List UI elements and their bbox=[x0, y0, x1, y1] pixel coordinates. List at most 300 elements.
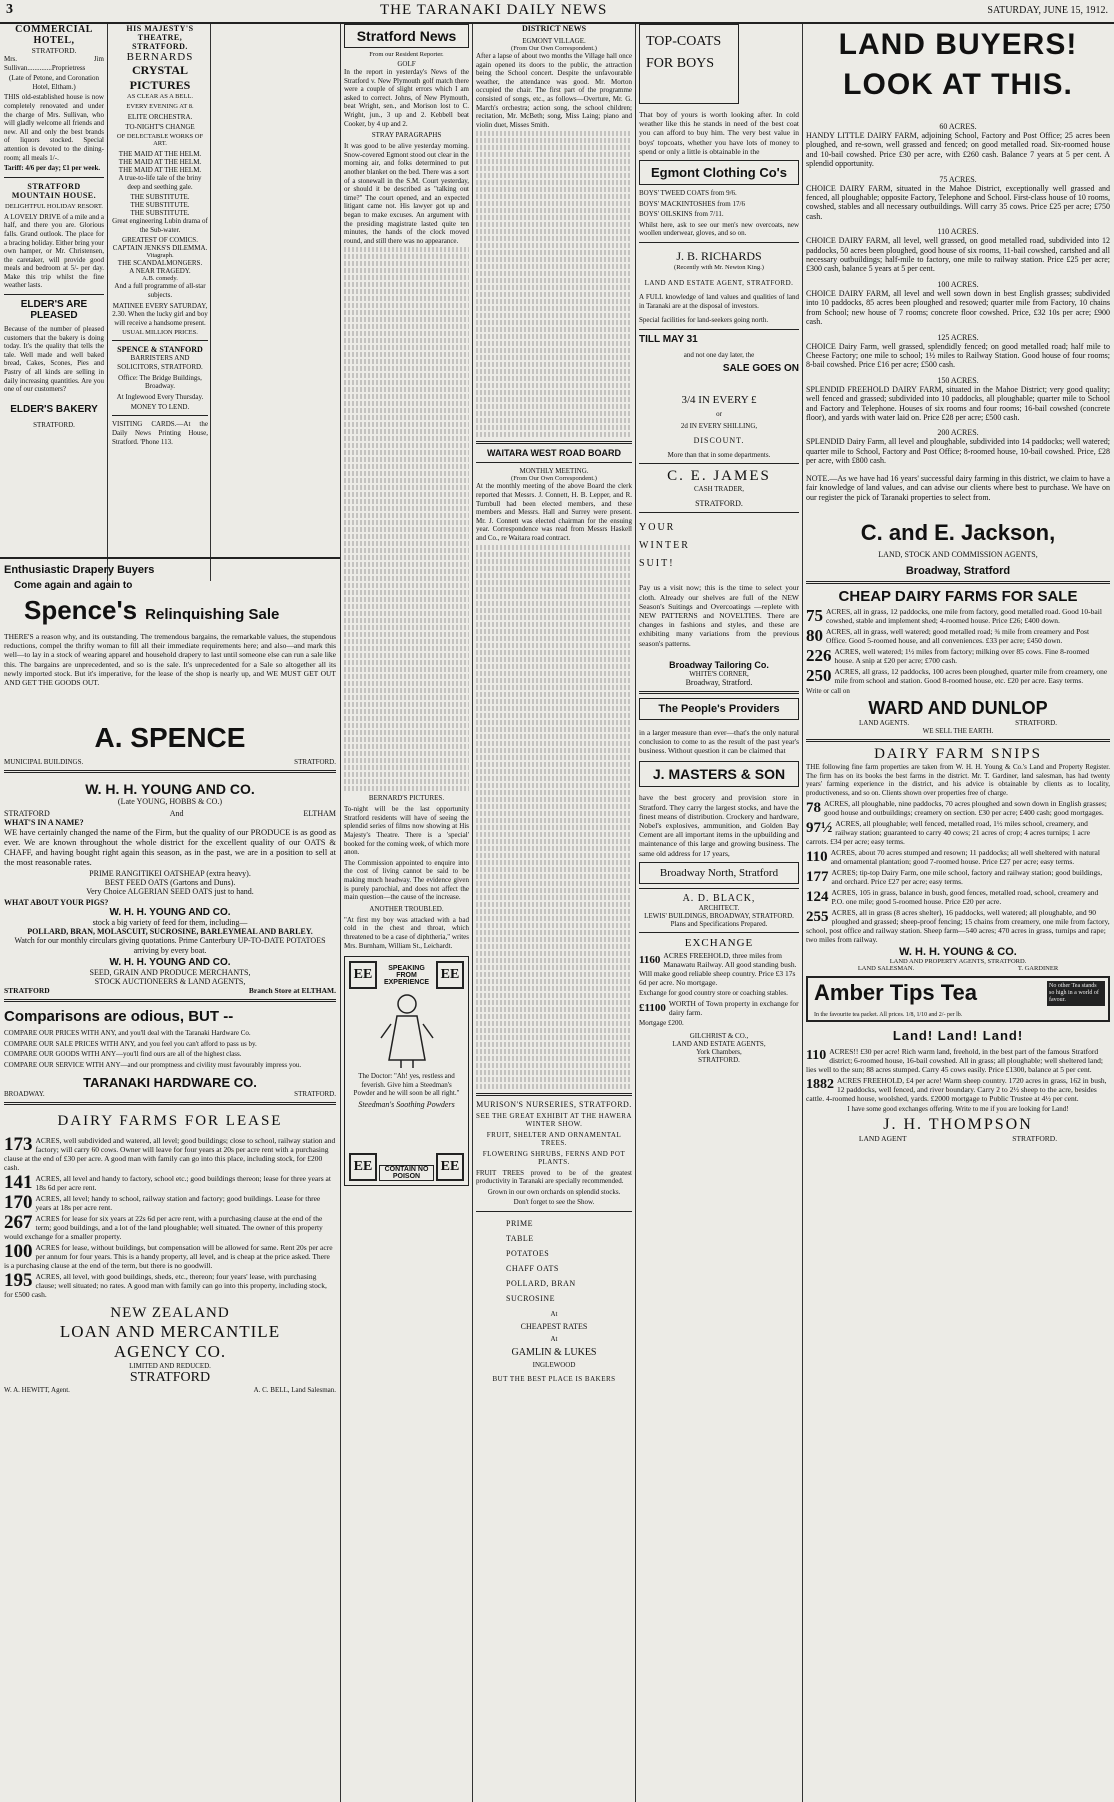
gamlin-at2: At bbox=[550, 1334, 558, 1343]
lot-number: 141 bbox=[4, 1174, 33, 1193]
spence-firm: SPENCE & STANFORD bbox=[117, 345, 203, 355]
black-name: A. D. BLACK, bbox=[682, 892, 756, 904]
divider bbox=[806, 739, 1110, 742]
district-news-heading: DISTRICT NEWS bbox=[521, 24, 587, 33]
drapery-line2: Come again and again to bbox=[14, 580, 133, 591]
nz-line1: NEW ZEALAND bbox=[110, 1305, 230, 1322]
topcoats-body: That boy of yours is worth looking after. In cold weather like this he stands in need of the best coat you can afford to buy him. The very best value in boys' topcoats, whether you have lots of money to spend or only a little is obtainable in the bbox=[639, 110, 799, 156]
winter-body: Pay us a visit now; this is the time to select your cloth. Already our shelves are full of the NEW Season's Suitings and Overcoatings —replete with NEW PATTERNS and NOVELTIES. There are changes in fashions and styles, and these are exhibiting many variations from the previous season's patterns. bbox=[639, 583, 799, 648]
divider bbox=[476, 462, 632, 463]
divider bbox=[639, 888, 799, 889]
comparison-line: COMPARE OUR GOODS WITH ANY—you'll find ours are all of the highest class. bbox=[4, 1050, 242, 1059]
gilchrist-town: STRATFORD. bbox=[698, 1056, 740, 1064]
full-program: And a full programme of all-star subjects. bbox=[114, 282, 206, 299]
spence-body: THERE'S a reason why, and its outstanding. The tremendous bargains, the remarkable values, the stupendous reductions, compel the thrifty woman to fill all their immediate requirements here; and also—and mark this well—to lay in a stock of wearing apparel and household drapery to last until someone else can run a sale like this. The bargains are unprecedented, and so is the sale. It's unprecedented for a Sale so altogether all its newly imported stock. But it's imperative, for the lease of the shop is nearly up, and WE MUST GET OUT AND GET THE GOODS OUT. bbox=[4, 632, 336, 688]
lot-item bbox=[4, 1194, 336, 1212]
black-architect: ARCHITECT. bbox=[698, 903, 740, 912]
ward-dunlop: WARD AND DUNLOP bbox=[868, 697, 1048, 718]
stray-heading: STRAY PARAGRAPHS bbox=[371, 131, 442, 140]
lot-text: ACRES, all in grass, 12 paddocks, one mile from factory, good metalled road. Good 10-bail cowshed, stable and implement shed; 4-roomed house. Price £26; £400 down. bbox=[826, 607, 1102, 626]
snips-intro: THE following fine farm properties are taken from W. H. H. Young & Co.'s Land and Property Register. The firm has on its books the best farms in the district. Mr. T. Gardiner, land salesman, has had twenty years' farming experience in the district, and his advice is obtainable by clients as to locality, productiveness, and so on. Clients shown over properties free of charge. bbox=[806, 762, 1110, 797]
lot-number: 110 bbox=[806, 1048, 827, 1064]
lot-item bbox=[806, 647, 1110, 665]
comparison-line: COMPARE OUR SERVICE WITH ANY—and our promptness and civility must favourably impress you. bbox=[4, 1060, 302, 1069]
nz-line3: AGENCY CO. bbox=[113, 1342, 227, 1362]
thompson-list bbox=[806, 1047, 1110, 1103]
discount-or: or bbox=[716, 409, 722, 418]
look-at-this: LOOK AT THIS. bbox=[843, 68, 1073, 101]
farm-acres: 125 ACRES. bbox=[937, 332, 979, 342]
thompson-name: J. H. THOMPSON bbox=[883, 1115, 1033, 1133]
film-title: GREATEST OF COMICS. bbox=[122, 236, 198, 245]
peoples-providers: The People's Providers bbox=[639, 698, 799, 720]
farm-text: SPLENDID Dairy Farm, all level and ploughable, subdivided into 14 paddocks; well watered; quarter mile to School, Factory and Post Office; 8-roomed house, 10-bail cowshed. Price, £28 per acre, with £800 cash. bbox=[806, 437, 1110, 466]
exchange-heading: EXCHANGE bbox=[684, 936, 754, 949]
steedman-quote: The Doctor: "Ah! yes, restless and feverish. Give him a Steedman's Powder and he will soon be all right." bbox=[353, 1072, 460, 1098]
providers-body: in a larger measure than ever—that's the only natural conclusion to come to as the result of the past year's business. Without question it can be claimed that bbox=[639, 727, 799, 756]
lot-text: ACRES, all ploughable; well fenced, metalled road, 1½ miles school, creamery, and railway station; guaranteed to carry 40 cows; 21 acres of crop; 4 acres turnips; 1 acre carrots. £34 per acre; easy terms. bbox=[806, 819, 1090, 847]
james-sub: CASH TRADER, bbox=[693, 485, 745, 494]
ee-logo: EE bbox=[349, 961, 377, 989]
spence-inglewood: At Inglewood Every Thursday. bbox=[116, 392, 204, 401]
farm-acres: 110 ACRES. bbox=[937, 227, 979, 237]
exchange-number: £1100 bbox=[639, 1002, 666, 1015]
young-co-salesman: LAND SALESMAN. bbox=[857, 965, 915, 973]
lot-text: ACRES, all in grass (8 acres shelter), 16 paddocks, well watered; all ploughable, and 90 ploughed and grassed; sheep-proof fencing; 15 chains from creamery, one mile from factory, school, post office and railway station. Sheep farm—540 acres; 470 acres in grass, turnips and rape; two miles from railway. bbox=[806, 908, 1110, 945]
gamlin-item: CHAFF OATS bbox=[506, 1263, 559, 1273]
lot-number: 226 bbox=[806, 647, 832, 666]
steedman-ad bbox=[344, 956, 469, 1186]
gamlin-item: PRIME bbox=[506, 1218, 533, 1228]
discount-line: 3/4 IN EVERY £ bbox=[681, 393, 757, 406]
divider bbox=[476, 441, 632, 444]
divider bbox=[4, 294, 104, 295]
jackson-role: LAND, STOCK AND COMMISSION AGENTS, bbox=[878, 550, 1038, 560]
lot-number: 80 bbox=[806, 627, 823, 646]
elder-heading: ELDER'S ARE PLEASED bbox=[20, 299, 88, 322]
lot-item bbox=[806, 1076, 1110, 1103]
film-title: THE SUBSTITUTE. bbox=[130, 193, 190, 202]
exchange-text: WORTH of Town property in exchange for dairy farm. bbox=[668, 999, 799, 1018]
write-call: Write or call on bbox=[806, 687, 850, 696]
divider bbox=[112, 415, 208, 416]
tonights-change: TO-NIGHT'S CHANGE bbox=[125, 123, 195, 131]
column-theatre bbox=[112, 24, 208, 579]
thompson-role: LAND AGENT bbox=[858, 1133, 907, 1143]
film-title: THE SCANDALMONGERS. bbox=[117, 259, 203, 268]
lot-number: 170 bbox=[4, 1194, 33, 1213]
lot-number: 110 bbox=[806, 849, 828, 866]
lot-item bbox=[806, 908, 1110, 944]
lot-item bbox=[806, 848, 1110, 866]
tailoring-address: Broadway, Stratford. bbox=[685, 677, 753, 687]
till-may: TILL MAY 31 bbox=[639, 333, 698, 345]
elite-orchestra: ELITE ORCHESTRA. bbox=[127, 113, 193, 121]
gamlin-item: POTATOES bbox=[506, 1248, 550, 1258]
gamlin-at: At bbox=[550, 1309, 558, 1318]
gamlin-item: SUCROSINE bbox=[506, 1293, 555, 1303]
masthead-title: THE TARANAKI DAILY NEWS bbox=[380, 2, 608, 18]
spences-name: Spence's bbox=[24, 595, 138, 625]
elder-body: Because of the number of pleased customers that the bakery is doing today. It's the quality that tells the tale. Well made and well baked bread, Cakes, Scones, Pies and Pastry of all kinds are selling in daily increasing quantities. Are you one of our customers? bbox=[4, 325, 104, 394]
broadway-tailoring: Broadway Tailoring Co. bbox=[669, 659, 769, 670]
black-plans: Plans and Specifications Prepared. bbox=[670, 919, 768, 928]
golf-heading: GOLF bbox=[397, 60, 416, 68]
lot-text: ACRES, all ploughable, nine paddocks, 70 acres ploughed and sown down in English grasses; good house and outbuildings; creamery on section. £30 per acre; £400 cash; good mortgages. bbox=[824, 799, 1107, 818]
young-co-gardiner: T. GARDINER bbox=[1017, 965, 1059, 973]
waitara-heading: WAITARA WEST ROAD BOARD bbox=[487, 448, 621, 459]
lot-item bbox=[806, 667, 1110, 685]
divider bbox=[4, 1102, 336, 1105]
film-title: A NEAR TRAGEDY. bbox=[129, 267, 191, 276]
murison-proved: FRUIT TREES proved to be of the greatest productivity in Taranaki are specially recommended. bbox=[476, 1168, 632, 1186]
lot-item bbox=[806, 607, 1110, 625]
hotel-body: THIS old-established house is now completely renovated and under the charge of Mrs. Sullivan, who will gladly welcome all friends and new. All and only the best brands of liquors stocked. Special attention is devoted to the dining-room; all meals 1/-. bbox=[4, 93, 104, 162]
spence-ad bbox=[4, 564, 336, 714]
lot-number: 250 bbox=[806, 667, 832, 686]
young-name: W. H. H. YOUNG AND CO. bbox=[109, 907, 231, 918]
film-desc: Vitagraph. bbox=[146, 252, 174, 260]
golf-body: In the report in yesterday's News of the Stratford v. New Plymouth golf match there were a couple of slight errors which I am asked to correct. Johns, of New Plymouth, beat Wright, sen., and Morison lost to C. Wright, jun., 3 up and 2. Kebbell beat Cooker, by 4 up and 2. bbox=[344, 68, 469, 128]
divider bbox=[639, 329, 799, 330]
snips-list bbox=[806, 799, 1110, 944]
drapery-line1: Enthusiastic Drapery Buyers bbox=[4, 564, 155, 576]
film-title: THE MAID AT THE HELM. bbox=[118, 150, 202, 158]
young-pollard: POLLARD, BRAN, MOLASCUIT, SUCROSINE, BARLEYMEAL AND BARLEY. bbox=[27, 927, 313, 936]
murison-trees: FRUIT, SHELTER AND ORNAMENTAL TREES. bbox=[486, 1130, 622, 1147]
farm-acres: 60 ACRES. bbox=[939, 122, 977, 131]
young-branch-left: STRATFORD bbox=[4, 986, 50, 995]
film-title: THE SUBSTITUTE. bbox=[130, 201, 190, 210]
lot-number: 267 bbox=[4, 1214, 33, 1234]
relinquishing-sale: Relinquishing Sale bbox=[145, 606, 280, 623]
lot-number: 124 bbox=[806, 889, 829, 906]
thompson-town: STRATFORD. bbox=[1012, 1133, 1058, 1143]
steedman-brand: Steedman's Soothing Powders bbox=[358, 1099, 455, 1109]
hotel-late: (Late of Petone, and Coronation Hotel, Eltham.) bbox=[8, 74, 99, 91]
masters-body: have the best grocery and provision store in Stratford. They carry the largest stocks, and have the finest means of distribution. Crockery and hardware, Nobel's explosives, ammunition, and Golden Bay Cement are all important items in the upbuilding and maintenance of this large and growing business. The same old address for 17 years, bbox=[639, 793, 799, 858]
divider bbox=[639, 691, 799, 694]
mountain-house-sub: DELIGHTFUL HOLIDAY RESORT. bbox=[5, 202, 103, 210]
exchange-mortgage: Mortgage £200. bbox=[639, 1019, 684, 1028]
bernards-fictures-heading: BERNARD'S PICTURES. bbox=[368, 794, 445, 803]
divider bbox=[476, 1211, 632, 1212]
crystal-pictures: CRYSTAL PICTURES bbox=[129, 63, 191, 92]
masters-address: Broadway North, Stratford bbox=[639, 862, 799, 884]
young-best: BEST FEED OATS (Gartons and Duns). bbox=[104, 878, 236, 887]
elder-bakery: ELDER'S BAKERY bbox=[10, 403, 98, 415]
young-late: (Late YOUNG, HOBBS & CO.) bbox=[117, 797, 223, 806]
oilskins: BOYS' OILSKINS from 7/11. bbox=[639, 210, 724, 219]
gamlin-cheapest: CHEAPEST RATES bbox=[520, 1321, 588, 1331]
murison-shrubs: FLOWERING SHRUBS, FERNS AND POT PLANTS. bbox=[482, 1149, 626, 1166]
text-filler bbox=[476, 131, 632, 437]
farm-acres: 75 ACRES. bbox=[939, 174, 977, 184]
egmont-clothing: Egmont Clothing Co's bbox=[639, 160, 799, 185]
discount-title: DISCOUNT. bbox=[693, 435, 745, 445]
young-co: W. H. H. YOUNG & CO. bbox=[899, 946, 1017, 959]
james-town: STRATFORD. bbox=[695, 499, 743, 509]
amber-side: No other Tea stands so high in a world of favour. bbox=[1047, 981, 1105, 1006]
column-clothing bbox=[639, 24, 799, 1798]
lot-number: 97½ bbox=[806, 820, 833, 837]
lot-text: ACRES, all level, with good buildings, sheds, etc., thereon; four years' lease, with purchasing clause; well situated; no rates. A good man with family can go into this property, including stock, for £500 cash. bbox=[4, 1272, 327, 1300]
lot-item bbox=[806, 888, 1110, 906]
comparison-line: COMPARE OUR PRICES WITH ANY, and you'll deal with the Taranaki Hardware Co. bbox=[4, 1029, 251, 1037]
thompson-note: I have some good exchanges offering. Write to me if you are looking for Land! bbox=[847, 1105, 1069, 1114]
farm-acres: 200 ACRES. bbox=[937, 428, 979, 438]
bernards-body: To-night will be the last opportunity Stratford residents will have of seeing the splendid series of films now showing at His Majesty's Theatre. There is a 'special' booked for the coming week, of which more anon. bbox=[344, 805, 469, 857]
comparison-line: COMPARE OUR SALE PRICES WITH ANY, and you feel you can't afford to pass us by. bbox=[4, 1039, 257, 1048]
spence-role: BARRISTERS AND SOLICITORS, STRATFORD. bbox=[117, 354, 203, 371]
byline: From our Resident Reporter. bbox=[369, 51, 444, 58]
column-rule bbox=[107, 24, 108, 581]
egmont-village: EGMONT VILLAGE. bbox=[522, 37, 586, 45]
young-and: And bbox=[169, 809, 184, 818]
jackson-address: Broadway, Stratford bbox=[905, 565, 1011, 578]
murison-exhibit: SEE THE GREAT EXHIBIT AT THE HAWERA WINTER SHOW. bbox=[476, 1111, 632, 1128]
lot-text: ACRES, all grass, 12 paddocks, 100 acres been ploughed, quarter mile from creamery, one mile from school and station. Good 8-roomed house, etc. £20 per acre. Easy terms. bbox=[834, 667, 1108, 686]
divider bbox=[476, 1093, 632, 1096]
film-title: THE MAID AT THE HELM. bbox=[118, 166, 202, 174]
lot-item bbox=[806, 1047, 1110, 1074]
divider bbox=[639, 242, 799, 243]
cheap-dairy-heading: CHEAP DAIRY FARMS FOR SALE bbox=[838, 588, 1078, 606]
amber-tips: Amber Tips Tea bbox=[814, 980, 978, 1006]
film-desc: Great engineering Lubin drama of the Sub-water. bbox=[112, 217, 208, 234]
lot-number: 255 bbox=[806, 909, 829, 926]
spence-money: MONEY TO LEND. bbox=[130, 403, 190, 412]
farm-text: HANDY LITTLE DAIRY FARM, adjoining School, Factory and Post Office; 25 acres been ploughed, and re-sown, well grassed and fenced; on good metalled road. Six-roomed house and 10-bail cowshed. Price £30 per acre, with £260 cash. Balance 7 years at 5 per cent. A splendid opportunity. bbox=[806, 131, 1110, 169]
lot-item bbox=[806, 627, 1110, 645]
divider bbox=[0, 557, 340, 559]
divider bbox=[112, 340, 208, 341]
dairy-lease-heading: DAIRY FARMS FOR LEASE bbox=[57, 1113, 283, 1130]
lot-text: ACRES, about 70 acres stumped and resown; 11 paddocks; all well sheltered with natural and ornamental plantation; good 7-roomed house. Price £27 per acre; easy terms. bbox=[830, 848, 1100, 867]
james-name: C. E. JAMES bbox=[667, 468, 771, 485]
divider bbox=[639, 463, 799, 464]
another-heading: ANOTHER TROUBLED. bbox=[369, 904, 444, 913]
delectable: OF DELECTABLE WORKS OF ART. bbox=[116, 133, 204, 147]
young-pigs: WHAT ABOUT YOUR PIGS? bbox=[4, 898, 109, 907]
not-one-day: and not one day later, the bbox=[683, 350, 755, 359]
nz-town: STRATFORD bbox=[129, 1370, 211, 1386]
murison-forget: Don't forget to see the Show. bbox=[513, 1198, 595, 1207]
lot-text: ACRES, all level and handy to factory, school etc.; good buildings thereon; lease for three years at 18s 6d per acre rent. bbox=[35, 1174, 331, 1193]
contain-no-poison: CONTAIN NO POISON bbox=[379, 1165, 434, 1181]
lease-list bbox=[4, 1136, 336, 1299]
young-algerian: Very Choice ALGERIAN SEED OATS just to hand. bbox=[86, 887, 254, 896]
comparisons-heading: Comparisons are odious, BUT -- bbox=[4, 1008, 234, 1025]
tweed-coats: BOYS' TWEED COATS from 9/6. bbox=[639, 189, 737, 198]
young-stratford: STRATFORD bbox=[4, 809, 50, 818]
winter-suit: YOUR WINTER SUIT! bbox=[639, 522, 690, 570]
ee-logo: EE bbox=[436, 961, 464, 989]
divider bbox=[639, 512, 799, 513]
correspondent: (From Our Own Correspondent.) bbox=[511, 45, 597, 52]
topcoats-box: TOP-COATS FOR BOYS bbox=[639, 24, 739, 104]
film-desc: A.B. comedy. bbox=[142, 275, 178, 283]
lot-item bbox=[4, 1272, 336, 1299]
municipal-buildings: MUNICIPAL BUILDINGS. bbox=[4, 758, 84, 766]
column-rule bbox=[340, 24, 341, 1802]
column-district-news bbox=[476, 24, 632, 1798]
wide-ads bbox=[4, 560, 336, 1798]
sale-goes-on: SALE GOES ON bbox=[722, 362, 799, 374]
stray-body: It was good to be alive yesterday morning. Snow-covered Egmont stood out clear in the morning air, and folks determined to put another blanket on the bed. There was a sort of a stonewall in the S.M. Court yesterday, or should it be described as "talking out time?" The court opened, and an expected litigant came not. His lawyer got up and began to make excuses. An argument with the presiding magistrate lasted quite ten minutes, the hands of the clock moved round, and still there was no appearance. bbox=[344, 142, 469, 245]
farm-text: CHOICE Dairy Farm, well grassed, splendidly fenced; on good metalled road; half mile to Cheese Factory; one mile to school; 1½ miles to Railway Station. Good house of four rooms; 8-bail cowshed. Price £16 per acre; £500 cash. bbox=[806, 341, 1110, 370]
young-branch-right: Branch Store at ELTHAM. bbox=[248, 986, 336, 995]
hardware-broadway: BROADWAY. bbox=[4, 1090, 45, 1099]
amber-tips-ad bbox=[806, 976, 1110, 1022]
nz-agent: W. A. HEWITT, Agent. bbox=[4, 1386, 70, 1395]
murison-heading: MURISON'S NURSERIES, STRATFORD. bbox=[476, 1099, 632, 1109]
text-filler bbox=[344, 247, 469, 791]
elder-town: STRATFORD. bbox=[33, 420, 75, 429]
gilchrist-address: York Chambers, bbox=[696, 1048, 742, 1056]
discount-more: More than that in some departments. bbox=[667, 450, 771, 459]
hotel-tariff: Tariff: 4/6 per day; £1 per week. bbox=[4, 164, 101, 173]
mountain-house-name: STRATFORD MOUNTAIN HOUSE. bbox=[11, 181, 97, 200]
film-title: THE SUBSTITUTE. bbox=[130, 209, 190, 218]
hotel-town: STRATFORD. bbox=[31, 46, 77, 55]
lot-number: 177 bbox=[806, 869, 829, 886]
masthead-date: SATURDAY, JUNE 15, 1912. bbox=[987, 5, 1108, 16]
young-stock: stock a big variety of feed for them, including— bbox=[92, 918, 248, 927]
masthead bbox=[0, 0, 1114, 24]
column-rule bbox=[210, 24, 211, 581]
film-title: CAPTAIN JENKS'S DILEMMA. bbox=[112, 244, 208, 253]
every-evening: EVERY EVENING AT 8. bbox=[126, 103, 194, 110]
ward-tagline: WE SELL THE EARTH. bbox=[922, 726, 994, 735]
lot-item bbox=[4, 1174, 336, 1192]
gilchrist-role: LAND AND ESTATE AGENTS, bbox=[672, 1040, 766, 1048]
masters-name: J. MASTERS & SON bbox=[639, 761, 799, 787]
young-whats-in-name: WHAT'S IN A NAME? bbox=[4, 818, 84, 827]
amber-tagline: In the favourite tea packet. All prices. 1/8, 1/10 and 2/- per lb. bbox=[814, 1012, 963, 1019]
lot-item bbox=[806, 819, 1110, 846]
lot-item bbox=[4, 1136, 336, 1172]
young-eltham: ELTHAM bbox=[303, 809, 336, 818]
clear-bell: AS CLEAR AS A BELL. bbox=[127, 93, 193, 100]
ee-logo: EE bbox=[349, 1153, 377, 1181]
lot-text: ACRES for lease, without buildings, but compensation will be allowed for same. Rent 20s per acre per annum for four years. This is a handy property, all level, and is cheap at the price asked. There is a purchasing clause at the end of the term, but there is no goodwill. bbox=[4, 1243, 333, 1271]
divider bbox=[639, 932, 799, 933]
gilchrist-name: GILCHRIST & CO., bbox=[689, 1032, 749, 1040]
exchange-number: 1160 bbox=[639, 953, 661, 966]
best-place: BUT THE BEST PLACE IS BAKERS bbox=[492, 1374, 616, 1383]
young-body: WE have certainly changed the name of the Firm, but the quality of our PRODUCE is as good as ever. We are known throughout the whole district for the excellent quality of our OATS & CHAFF, and having bought right again this season, as in the past, we are in a position to sell at the most reasonable rates. bbox=[4, 827, 336, 867]
lot-text: ACRES; tip-top Dairy Farm, one mile school, factory and railway station; good buildings, and orchard. Price £27 per acre; easy terms. bbox=[831, 868, 1103, 887]
nz-ltd: LIMITED AND REDUCED. bbox=[129, 1362, 211, 1371]
lot-number: 100 bbox=[4, 1243, 33, 1263]
young-co-role: LAND AND PROPERTY AGENTS, STRATFORD. bbox=[889, 958, 1027, 966]
column-stratford-news bbox=[344, 24, 469, 1798]
young-watch: Watch for our monthly circulars giving quotations. Prime Canterbury UP-TO-DATE POTATOES arriving by every boat. bbox=[14, 936, 326, 955]
ward-town: STRATFORD. bbox=[1015, 718, 1057, 727]
jackson-note: NOTE.—As we have had 16 years' successful dairy farming in this district, we claim to have a fair knowledge of land values, and can advise our clients where best to purchase. We have on our register the pick of Taranaki properties to select from. bbox=[806, 473, 1110, 502]
land-buyers: LAND BUYERS! bbox=[838, 28, 1078, 61]
young-name: W. H. H. YOUNG AND CO. bbox=[109, 957, 231, 968]
film-desc: A true-to-life tale of the briny deep and seething gale. bbox=[118, 174, 202, 191]
whites-corner: WHITE'S CORNER, bbox=[689, 669, 749, 678]
film-title: THE MAID AT THE HELM. bbox=[118, 158, 202, 166]
farm-acres: 150 ACRES. bbox=[937, 375, 979, 385]
farm-text: CHOICE DAIRY FARM, all level, well grassed, on good metalled road, subdivided into 12 paddocks, 50 acres been ploughed, good house of six rooms, 11-bail cowshed, cartshed and all necessary outbuildings; half-mile to factory, one mile to railway station. Price £25 per acre; £300 cash, balance 5 years at 5 per cent. bbox=[806, 236, 1110, 274]
discount-line2: 2d IN EVERY SHILLING, bbox=[680, 421, 758, 430]
lot-item bbox=[4, 1243, 336, 1270]
gamlin-inglewood: INGLEWOOD bbox=[532, 1360, 576, 1369]
snips-heading: DAIRY FARM SNIPS bbox=[874, 745, 1042, 762]
lot-text: ACRES, well watered; 1½ miles from factory; milking over 85 cows. Fine 8-roomed house. A snip at £20 per acre; £700 cash. bbox=[834, 647, 1090, 666]
divider bbox=[4, 770, 336, 773]
visiting-cards: VISITING CARDS.—At the Daily News Printing House, Stratford. 'Phone 113. bbox=[112, 420, 208, 446]
lot-item bbox=[806, 868, 1110, 886]
divider bbox=[4, 999, 336, 1002]
gamlin-list bbox=[476, 1216, 632, 1306]
lot-number: 173 bbox=[4, 1136, 33, 1156]
monthly-meeting: MONTHLY MEETING. bbox=[519, 467, 589, 476]
lot-item bbox=[4, 1214, 336, 1241]
farm-text: CHOICE DAIRY FARM, situated in the Mahoe District, exceptionally well grassed and fenced, all ploughable; opposite Factory, Telephone and School. First-class house of 10 rooms, cowshed, stables and all necessary outbuildings. Will carry 35 cows. Price £25 per acre; £750 cash. bbox=[806, 183, 1110, 221]
text-filler bbox=[476, 545, 632, 1089]
column-rule bbox=[802, 24, 803, 1802]
spence-office: Office: The Bridge Buildings, Broadway. bbox=[118, 373, 202, 391]
land-land: Land! Land! Land! bbox=[892, 1028, 1024, 1044]
page-number: 3 bbox=[6, 2, 13, 17]
correspondent: (From Our Own Correspondent.) bbox=[511, 475, 597, 483]
exchange-text: ACRES FREEHOLD, three miles from Manawatu Railway. All good standing bush. Will make good reliable sheep country. Price £3 17s 6d per acre. No mortgage. bbox=[639, 950, 797, 987]
stratford-news-heading: Stratford News bbox=[344, 24, 469, 48]
lot-text: ACRES, well subdivided and watered, all level; good buildings; close to school, railway station and factory; will carry 60 cows. Owner will leave for four years at 20s per acre rent with a purchasing clause at the end of £30 per acre. A good man with family can go into this place, including stock, for £200 cash. bbox=[4, 1136, 336, 1173]
waitara-body: At the monthly meeting of the above Board the clerk reported that Messrs. J. Connett, H. B. Lepper, and R. Turnbull had been elected members, and these members and Messrs. Hall and Surrey were present. Mr. J. Connett was elected chairman for the ensuing year. Correspondence was read from Messrs Haskell and Co., re Waitara road contract. bbox=[476, 482, 632, 542]
taranaki-hardware: TARANAKI HARDWARE CO. bbox=[83, 1075, 257, 1091]
commission-body: The Commission appointed to enquire into the cost of living cannot be said to be making much headway. The evidence given is purely parochial, and does not affect the main question—the cause of the increase. bbox=[344, 858, 469, 902]
matinee: MATINEE EVERY SATURDAY, 2.30. When the lucky girl and boy will receive a handsome present. bbox=[112, 301, 208, 327]
nz-salesman: A. C. BELL, Land Salesman. bbox=[253, 1386, 336, 1395]
gamlin-item: TABLE bbox=[506, 1233, 534, 1243]
a-spence: A. SPENCE bbox=[94, 722, 246, 753]
whilst-here: Whilst here, ask to see our men's new overcoats, new woollen underwear, gloves, and so on. bbox=[639, 220, 799, 238]
gamlin-name: GAMLIN & LUKES bbox=[511, 1346, 597, 1358]
hotel-name: COMMERCIAL HOTEL, bbox=[15, 24, 93, 46]
richards-role: LAND AND ESTATE AGENT, STRATFORD. bbox=[644, 278, 794, 287]
jackson-name: C. and E. Jackson, bbox=[860, 520, 1056, 546]
black-address: LEWIS' BUILDINGS, BROADWAY, STRATFORD. bbox=[644, 911, 794, 920]
lot-item bbox=[806, 799, 1110, 817]
richards-body: A FULL knowledge of land values and qualities of land in Taranaki are at the disposal of investors. bbox=[639, 292, 799, 310]
nz-line2: LOAN AND MERCANTILE bbox=[59, 1322, 281, 1342]
theatre-heading: HIS MAJESTY'S THEATRE, STRATFORD. bbox=[126, 24, 194, 51]
lot-text: ACRES!! £30 per acre! Rich warm land, freehold, in the best part of the famous Stratford district; 6-roomed house, 16-bail cowshed. All in grass; all ploughable; well sheltered land; lies well to the sun; 88 acres stumped. Carry 45 cows easily. Price £1300, balance at 5 per cent. bbox=[806, 1047, 1103, 1075]
column-hotel bbox=[4, 24, 104, 579]
lot-number: 78 bbox=[806, 800, 821, 817]
richards-name: J. B. RICHARDS bbox=[676, 248, 762, 263]
bernards-title: BERNARDS bbox=[126, 51, 194, 63]
another-body: "At first my boy was attacked with a bad cold in the chest and throat, which threatened to be a case of diphtheria," writes Mrs. Burnham, William St., Leichardt. bbox=[344, 915, 469, 950]
village-body: After a lapse of about two months the Village hall once again opened its doors to the public, the attraction being the School concert. Despite the unfavourable weather, the attendance was good. Mr. Morton occupied the chair. The first part of the programme consisted of songs, etc., as follows—Overture, Mr. G. March's orchestra; action song, the school children; recitation, Mr. McBeth; song, Miss Laing; piano and violin duet, Misses Smith. bbox=[476, 52, 632, 129]
lot-text: ACRES, all level; handy to school, railway station and factory; good buildings. Lease for three years at 18s per acre rent. bbox=[35, 1194, 321, 1213]
lot-text: ACRES, 105 in grass, balance in bush, good fences, metalled road, school, creamery and P.O. one mile; good 5-roomed house. Price £20 per acre. bbox=[831, 888, 1099, 907]
hardware-town: STRATFORD. bbox=[294, 1090, 336, 1099]
gamlin-item: POLLARD, BRAN bbox=[506, 1278, 576, 1288]
exchange-note: Exchange for good country store or coaching stables. bbox=[639, 988, 788, 997]
farm-text: CHOICE DAIRY FARM, all level and well sown down in best English grasses; subdivided into 10 paddocks, 85 acres been ploughed and resowed; quarter mile from Factory, 10 chains from School; new house of 7 rooms; concrete floor cowshed. Price, £32 10s per acre; £900 cash. bbox=[806, 288, 1110, 327]
column-rule bbox=[635, 24, 636, 1802]
young-prime: PRIME RANGITIKEI OATSHEAP (extra heavy). bbox=[89, 869, 251, 878]
divider bbox=[4, 177, 104, 178]
steedman-title: SPEAKING FROM EXPERIENCE bbox=[383, 965, 430, 987]
